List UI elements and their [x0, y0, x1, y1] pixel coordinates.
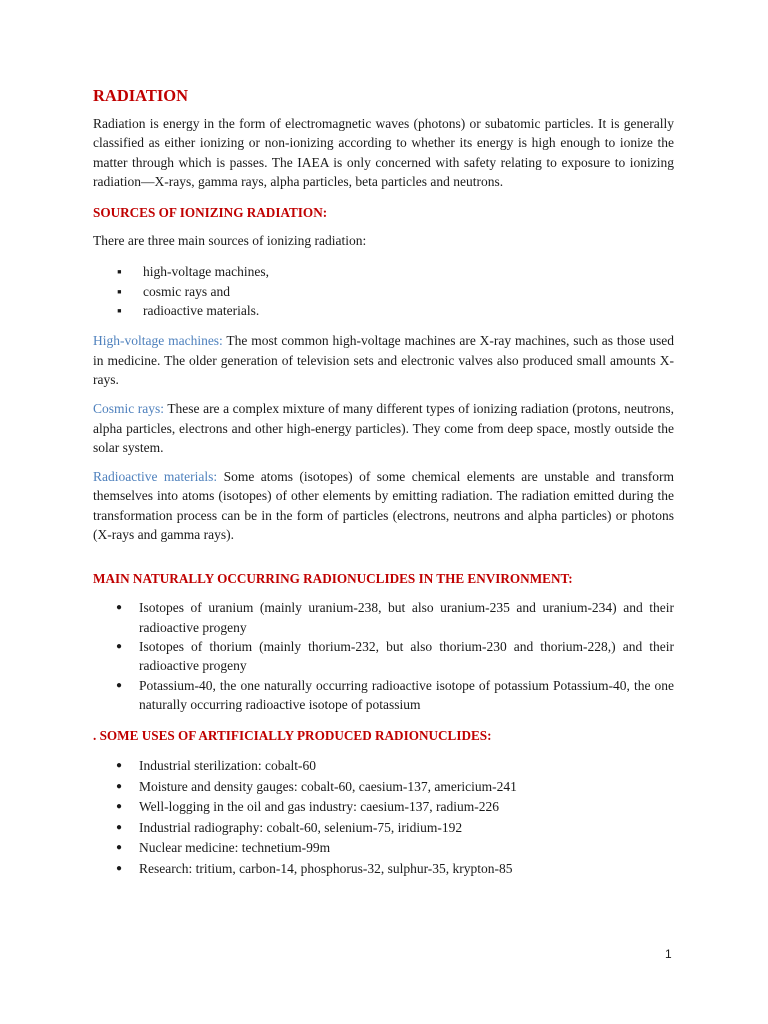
list-item: ▪ cosmic rays and [93, 282, 674, 301]
high-voltage-label: High-voltage machines: [93, 333, 223, 349]
bullet-icon: ● [116, 679, 123, 691]
bullet-icon: ● [116, 640, 123, 652]
bullet-icon: ● [116, 801, 123, 813]
sources-heading: SOURCES OF IONIZING RADIATION: [93, 205, 328, 221]
list-item: ● Well-logging in the oil and gas industry: caesium-137, radium-226 [93, 797, 674, 818]
list-item: ● Research: tritium, carbon-14, phosphorus-32, sulphur-35, krypton-85 [93, 859, 674, 880]
sources-intro: There are three main sources of ionizing radiation: [93, 233, 367, 249]
page-title: RADIATION [93, 86, 189, 105]
radioactive-materials-paragraph: Radioactive materials: Some atoms (isotopes) of some chemical elements are unstable and transform themselves into atoms (isotopes) of other elements by emitting radiation. The radiation emitted during the transformation process can be in the form of particles (electrons, neutrons and alpha particles) or photons (X-rays and gamma rays). [93, 469, 674, 543]
page-number: 1 [665, 947, 672, 961]
list-item: ● Isotopes of uranium (mainly uranium-238, but also uranium-235 and uranium-234) and their radioactive progeny [116, 600, 674, 635]
list-item: ● Isotopes of thorium (mainly thorium-232, but also thorium-230 and thorium-228,) and their radioactive progeny [116, 638, 674, 674]
list-item: ▪ high-voltage machines, [93, 262, 674, 281]
high-voltage-paragraph: High-voltage machines: The most common high-voltage machines are X-ray machines, such as those used in medicine. The older generation of television sets and electronic valves also produced small amounts X-rays. [93, 333, 674, 387]
bullet-icon: ● [116, 821, 123, 833]
bullet-icon: ▪ [117, 264, 122, 280]
artificial-radionuclides-list [93, 756, 674, 879]
bullet-icon: ● [116, 780, 123, 792]
bullet-icon: ● [116, 862, 123, 874]
list-item: ● Nuclear medicine: technetium-99m [93, 838, 674, 859]
bullet-icon: ▪ [117, 303, 122, 319]
list-item: ● Moisture and density gauges: cobalt-60, caesium-137, americium-241 [93, 777, 674, 798]
list-item: ● Industrial radiography: cobalt-60, selenium-75, iridium-192 [93, 818, 674, 839]
bullet-icon: ● [116, 602, 123, 614]
list-item: ● Potassium-40, the one naturally occurring radioactive isotope of potassium Potassium-40, the one naturally occurring radioactive isotope of potassium [116, 677, 674, 712]
bullet-icon: ● [116, 842, 123, 854]
bullet-icon: ▪ [117, 283, 122, 299]
natural-radionuclides-heading: MAIN NATURALLY OCCURRING RADIONUCLIDES IN THE ENVIRONMENT: [93, 571, 573, 587]
intro-paragraph: Radiation is energy in the form of electromagnetic waves (photons) or subatomic particles. It is generally classified as either ionizing or non-ionizing according to whether its energy is high enough to ionize the matter through which is passes. The IAEA is only concerned with safety relating to exposure to ionizing radiation—X-rays, gamma rays, alpha particles, beta particles and neutrons. [93, 116, 674, 189]
list-item: ▪ radioactive materials. [93, 301, 674, 320]
page-content [93, 86, 674, 879]
radioactive-materials-label: Radioactive materials: [93, 469, 218, 485]
bullet-icon: ● [116, 760, 123, 772]
list-item: ● Industrial sterilization: cobalt-60 [93, 756, 674, 777]
sources-list [93, 262, 674, 320]
cosmic-rays-label: Cosmic rays: [93, 401, 165, 417]
artificial-radionuclides-heading: . SOME USES OF ARTIFICIALLY PRODUCED RADIONUCLIDES: [93, 728, 492, 744]
cosmic-rays-paragraph: Cosmic rays: These are a complex mixture of many different types of ionizing radiation (protons, neutrons, alpha particles, electrons and other high-energy particles). They come from deep space, mostly outside the solar system. [93, 401, 675, 455]
natural-radionuclides-list [93, 598, 674, 714]
